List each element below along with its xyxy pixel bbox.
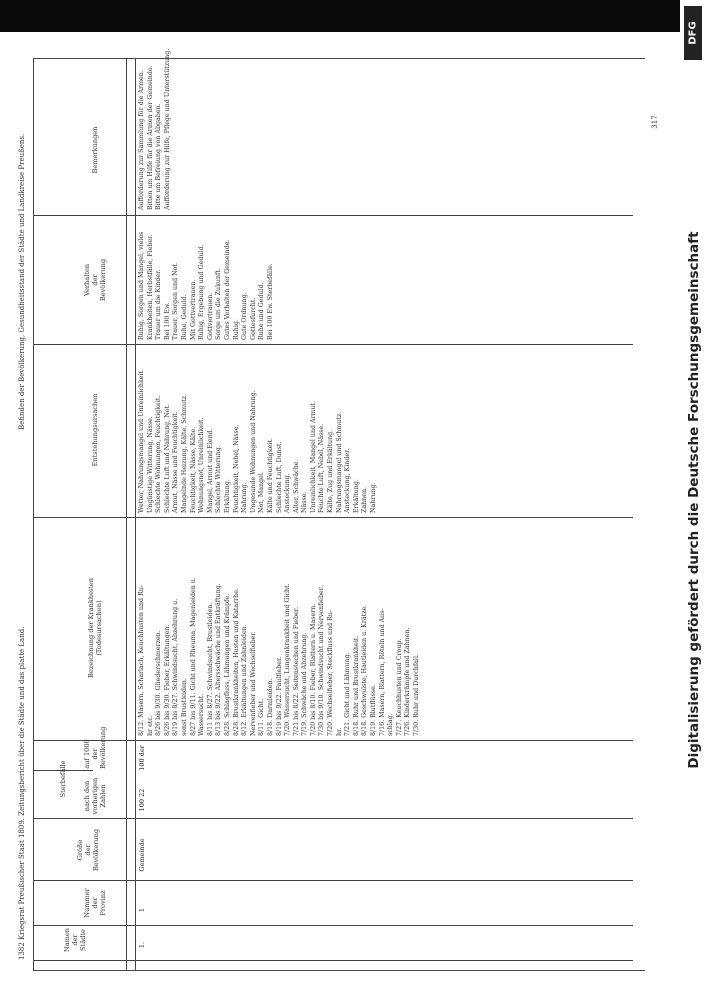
table-rule-left xyxy=(33,58,34,970)
header-col-diseases: Bezeichnung der Krankheiten (Todesursachen) xyxy=(87,578,103,678)
col-sep-7 xyxy=(33,344,633,345)
col-sep-4 xyxy=(33,818,633,819)
header-col-deaths-abs: nach den vorherigen Zahlen xyxy=(83,777,107,815)
header-rule-2 xyxy=(135,58,136,970)
scan-edge-bar xyxy=(0,0,707,32)
table-rule-bottom xyxy=(33,970,645,971)
col-diseases-text: 8/12. Masern, Scharlach, Keuchhusten und Ru- hr etc. 8/26 bis 9/30. Gliederschmerzen. 8/26 bis 9/30. Fieber, Erkältungen. 8/19 bis 8/27. Schwindsucht, Abzehrung u. sonst Brustleiden. 8/27 bis 9/11. Gicht und Rheuma, Magenleiden u. Wassersucht. 8/11 bis 8/27. Schwindsucht, Brustleiden. 8/13 bis 9/22. Altersschwäche und Entkräftung. 8/28. Schlagfluss, Lähmungen und Krämpfe. 8/28. Brustkrankheiten, Husten und Katarrhe. 8/12. Erkältungen und Zahnleiden. Nervenfieber und Wechselfieber. 8/11. Gicht. 8/18. Darmleiden. 8/19 bis 9/22. Faulfieber. 7/20. Wassersucht, Lungenkrankheit und Gicht. 7/21 bis 8/22. Seitenstechen und Fieber. 7/19. Schwäche und Abzehrung. 7/20 bis 8/10. Fieber, Blattern u. Masern. 7/30 bis 9/10. Schwindsucht und Nervenfieber. 7/20. Wechselfieber, Steckfluss und Ru- hr. 7/21. Gicht und Lähmung. 8/18. Ruhr und Brustkrankheit. 8/18. Geschwulste, Hautleiden u. Krätze. 8/19. Blutflüsse. 7/16. Masern, Blattern, Röteln und Aus- schlag. 7/27. Keuchhusten und Croup. 7/26. Kinderkrämpfe und Zahnen. 7/30. Ruhr und Durchfall. xyxy=(138,577,420,736)
header-col-population: Größe der Bevölkerung xyxy=(76,828,100,872)
header-col-province: Nummer der Provinz xyxy=(83,888,107,918)
row1-deaths-rate: 100 der xyxy=(138,745,146,771)
row1-deaths-abs: 100 22 xyxy=(138,788,146,812)
col-sep-8 xyxy=(33,215,633,216)
header-col-remarks: Bemerkungen xyxy=(91,126,99,174)
row1-province: 1 xyxy=(138,907,146,913)
row1-population: Gemeinde xyxy=(138,838,146,872)
col-causes-text: Wetter, Nahrungsmangel und Unreinlichkeit. Ungünstige Witterung, Nässe. Schlechte Wohnungen, Feuchtigkeit. Schlechte Luft und Nahrung, Not. Armut, Nässe und Feuchtigkeit. Mangelnde Heizung, Kälte, Schmutz. Feuchtigkeit, Nässe, Kälte. Wohnungsnot, Unreinlichkeit. Mangel, Armut und Elend. Schlechte Witterung. Erkältung. Feuchtigkeit, Nebel, Nässe. Nahrung. Ungesunde Wohnungen und Nahrung. Not, Mangel. Kälte und Feuchtigkeit. Schlechte Luft, Dunst. Ansteckung. Alter, Schwäche. Nässe. Unreinlichkeit, Mangel und Armut. Feuchte Luft, Nebel, Nässe. Kälte, Zug und Erkältung. Nahrungsmangel und Schmutz. Ansteckung, Kinder. Erkältung. Zahnen. Nahrung. xyxy=(138,368,378,513)
col-sep-2 xyxy=(33,925,633,926)
header-col-causes: Entstehungsursachen xyxy=(91,393,99,467)
table-rule-top xyxy=(33,58,645,59)
col-sep-3 xyxy=(33,880,633,881)
col-sep-1 xyxy=(33,960,633,961)
funding-notice-text: Digitalisierung gefördert durch die Deutsche Forschungsgemeinschaft xyxy=(686,231,702,769)
running-head-left: 1382 Kriegsrat Preußischer Staat 1809. Zeitungsbericht über die Städte und das platte Land. xyxy=(18,626,26,960)
header-col-behavior: Verhalten der Bevölkerung xyxy=(83,258,107,302)
page-number: 317 xyxy=(651,115,659,129)
dfg-logo-text: DFG xyxy=(687,21,699,45)
col-behavior-text: Ruhig, Sorgen und Mangel, vieles Krankheiten, Herbstfälle, Fieber. Trauer um die Kinder. Bei 100 Ew. Trauer, Sorgen und Not. Ruhe, Geduld. Mit Gottvertrauen. Ruhig, Ergebung und Geduld. Gottvertrauen. Sorge um die Zukunft. Gutes Verhalten der Gemeinde. Ruhig. Gute Ordnung. Gottesfurcht. Ruhe und Geduld. Bei 100 Ew. Sterbefälle. xyxy=(138,231,274,340)
header-rule xyxy=(126,58,127,970)
row1-town: 1. xyxy=(138,941,146,949)
col-remarks-text: Aufforderung zur Sammlung für die Armen. Bitten um Hilfe für die Armen der Gemeinde. Bitte um Befreiung von Abgaben. Aufforderung zur Hilfe, Pflege und Unterstützung. xyxy=(138,48,171,210)
header-col-deaths-rate: auf 1000 der Bevölkerung xyxy=(83,726,107,769)
col-sep-5 xyxy=(33,740,633,741)
header-col-deaths: Sterbefälle xyxy=(59,760,67,798)
col-sep-6 xyxy=(33,517,633,518)
funding-notice xyxy=(686,231,702,768)
running-head-right: Befinden der Bevölkerung, Gesundheitsstand der Städte und Landkreise Preußens. xyxy=(18,133,26,430)
header-col-towns: Namen der Städte xyxy=(63,927,87,953)
dfg-logo xyxy=(684,6,702,60)
